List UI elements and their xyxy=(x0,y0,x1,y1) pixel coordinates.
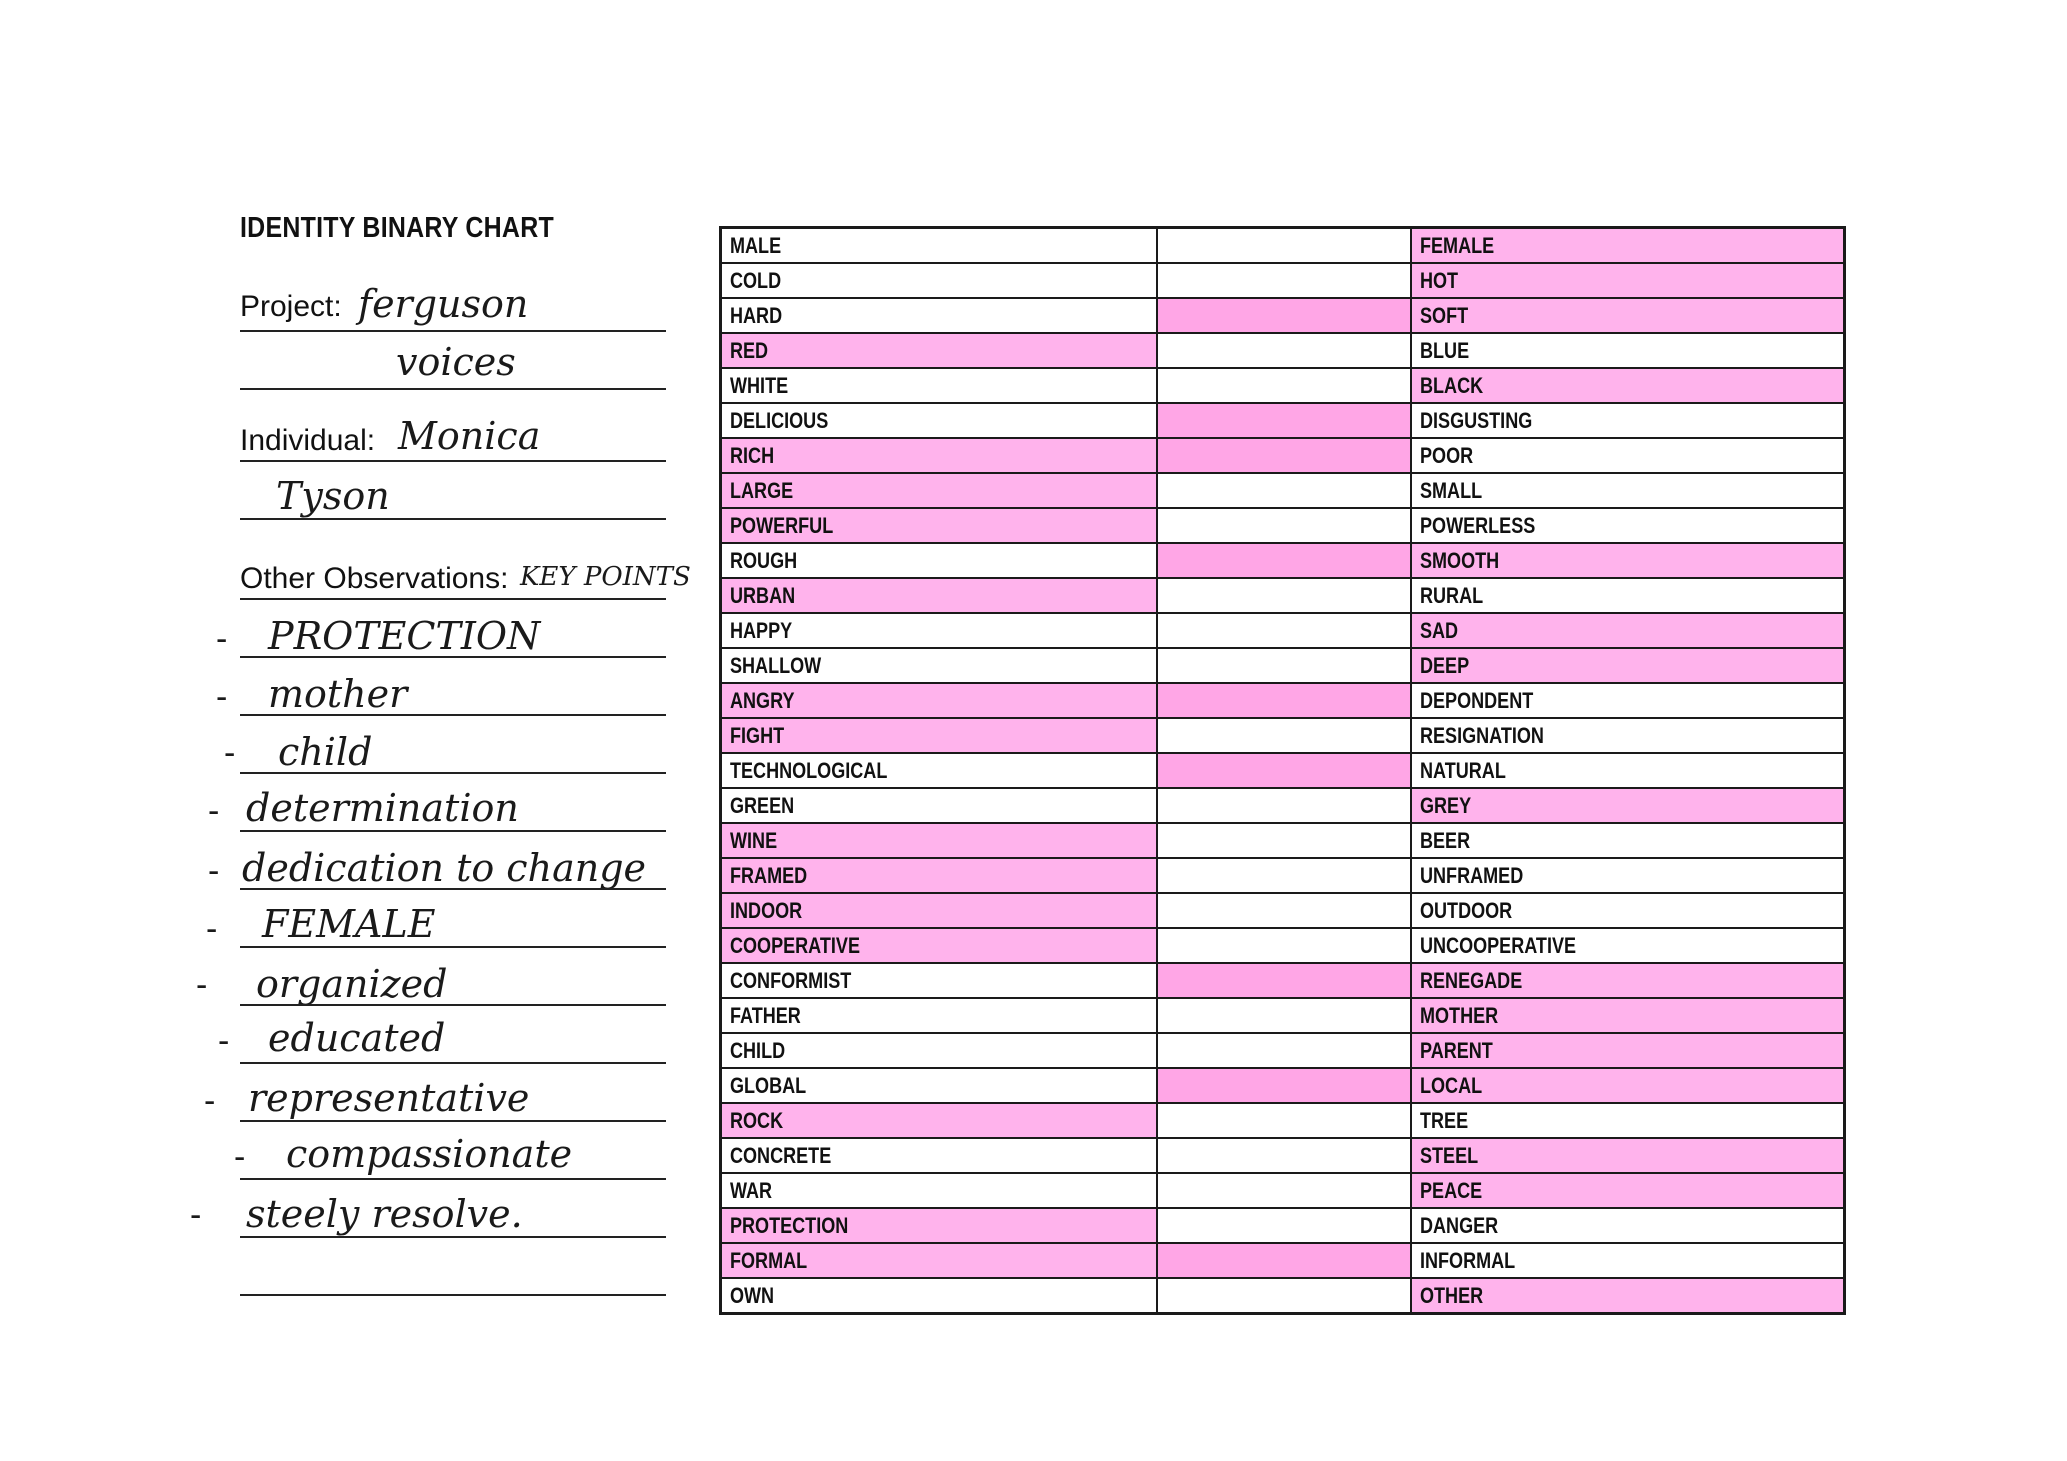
right-term xyxy=(1411,1068,1845,1103)
project-value-line2: voices xyxy=(396,340,516,384)
left-term xyxy=(721,613,1157,648)
right-term xyxy=(1411,578,1845,613)
individual-value-line2: Tyson xyxy=(276,474,390,518)
dash-marker: - xyxy=(204,1082,216,1120)
right-term-text: BEER xyxy=(1419,828,1470,853)
middle-cell xyxy=(1157,1173,1411,1208)
binary-table-body xyxy=(721,228,1845,1314)
observation-line-1 xyxy=(240,656,666,658)
individual-value-line1: Monica xyxy=(398,414,541,458)
left-term-text: ROCK xyxy=(730,1108,784,1133)
right-term xyxy=(1411,473,1845,508)
binary-row xyxy=(721,823,1845,858)
binary-row xyxy=(721,333,1845,368)
left-term-text: SHALLOW xyxy=(730,653,822,678)
binary-row xyxy=(721,368,1845,403)
left-term xyxy=(721,1243,1157,1278)
right-term xyxy=(1411,403,1845,438)
right-term xyxy=(1411,368,1845,403)
middle-cell xyxy=(1157,963,1411,998)
middle-cell xyxy=(1157,508,1411,543)
binary-row xyxy=(721,473,1845,508)
left-term xyxy=(721,858,1157,893)
right-term-text: UNFRAMED xyxy=(1419,863,1523,888)
right-term xyxy=(1411,928,1845,963)
left-term-text: FORMAL xyxy=(730,1248,808,1273)
left-term xyxy=(721,998,1157,1033)
right-term xyxy=(1411,228,1845,264)
left-term xyxy=(721,263,1157,298)
right-term-text: FEMALE xyxy=(1419,233,1494,258)
left-term-text: COOPERATIVE xyxy=(730,933,860,958)
binary-row xyxy=(721,1033,1845,1068)
middle-cell xyxy=(1157,753,1411,788)
right-term xyxy=(1411,298,1845,333)
binary-row xyxy=(721,928,1845,963)
right-term-text: DEPONDENT xyxy=(1419,688,1533,713)
middle-cell xyxy=(1157,858,1411,893)
left-term xyxy=(721,228,1157,264)
individual-line-1 xyxy=(240,460,666,462)
left-term xyxy=(721,578,1157,613)
left-term-text: PROTECTION xyxy=(730,1213,849,1238)
observation-2: mother xyxy=(268,672,408,716)
dash-marker: - xyxy=(208,792,220,830)
right-term-text: POOR xyxy=(1419,443,1473,468)
middle-cell xyxy=(1157,298,1411,333)
left-term-text: GLOBAL xyxy=(730,1073,807,1098)
left-term-text: RED xyxy=(730,338,769,363)
middle-cell xyxy=(1157,438,1411,473)
right-term xyxy=(1411,1138,1845,1173)
left-term-text: CONCRETE xyxy=(730,1143,832,1168)
project-line-1 xyxy=(240,330,666,332)
middle-cell xyxy=(1157,368,1411,403)
binary-row xyxy=(721,893,1845,928)
left-term xyxy=(721,683,1157,718)
binary-row xyxy=(721,648,1845,683)
left-term xyxy=(721,1033,1157,1068)
project-label: Project: xyxy=(240,290,342,323)
left-term-text: CHILD xyxy=(730,1038,786,1063)
middle-cell xyxy=(1157,1208,1411,1243)
middle-cell xyxy=(1157,1033,1411,1068)
observation-6: FEMALE xyxy=(262,902,436,946)
left-term xyxy=(721,1068,1157,1103)
right-term-text: OTHER xyxy=(1419,1283,1483,1308)
right-term-text: DANGER xyxy=(1419,1213,1498,1238)
right-term-text: GREY xyxy=(1419,793,1471,818)
left-term xyxy=(721,753,1157,788)
right-term-text: POWERLESS xyxy=(1419,513,1535,538)
right-term-text: BLACK xyxy=(1419,373,1483,398)
binary-row xyxy=(721,858,1845,893)
middle-cell xyxy=(1157,473,1411,508)
left-term-text: FATHER xyxy=(730,1003,801,1028)
project-line-2 xyxy=(240,388,666,390)
form-panel xyxy=(0,0,720,1461)
right-term xyxy=(1411,1173,1845,1208)
dash-marker: - xyxy=(218,1022,230,1060)
right-term xyxy=(1411,998,1845,1033)
observation-line-4 xyxy=(240,830,666,832)
right-term-text: PARENT xyxy=(1419,1038,1493,1063)
right-term-text: SMALL xyxy=(1419,478,1482,503)
binary-row xyxy=(721,1278,1845,1314)
left-term xyxy=(721,963,1157,998)
right-term-text: SAD xyxy=(1419,618,1458,643)
dash-marker: - xyxy=(208,852,220,890)
left-term-text: TECHNOLOGICAL xyxy=(730,758,888,783)
right-term xyxy=(1411,1103,1845,1138)
individual-label: Individual: xyxy=(240,424,376,457)
dash-marker: - xyxy=(216,620,228,658)
binary-row xyxy=(721,403,1845,438)
project-value-line1: ferguson xyxy=(358,282,529,326)
right-term xyxy=(1411,683,1845,718)
right-term-text: NATURAL xyxy=(1419,758,1506,783)
middle-cell xyxy=(1157,718,1411,753)
middle-cell xyxy=(1157,263,1411,298)
right-term xyxy=(1411,858,1845,893)
left-term-text: WINE xyxy=(730,828,778,853)
left-term-text: GREEN xyxy=(730,793,795,818)
binary-row xyxy=(721,543,1845,578)
right-term xyxy=(1411,893,1845,928)
observation-7: organized xyxy=(256,962,448,1006)
binary-row xyxy=(721,613,1845,648)
binary-row xyxy=(721,753,1845,788)
dash-marker: - xyxy=(224,734,236,772)
binary-row xyxy=(721,1243,1845,1278)
left-term xyxy=(721,1138,1157,1173)
right-term-text: PEACE xyxy=(1419,1178,1482,1203)
left-term xyxy=(721,788,1157,823)
left-term-text: DELICIOUS xyxy=(730,408,829,433)
right-term xyxy=(1411,1208,1845,1243)
middle-cell xyxy=(1157,403,1411,438)
right-term xyxy=(1411,1033,1845,1068)
right-term-text: OUTDOOR xyxy=(1419,898,1512,923)
observations-line-0 xyxy=(240,598,666,600)
observation-line-10 xyxy=(240,1178,666,1180)
right-term xyxy=(1411,263,1845,298)
right-term-text: MOTHER xyxy=(1419,1003,1498,1028)
dash-marker: - xyxy=(206,910,218,948)
left-term-text: ROUGH xyxy=(730,548,798,573)
left-term xyxy=(721,928,1157,963)
right-term xyxy=(1411,718,1845,753)
left-term xyxy=(721,473,1157,508)
middle-cell xyxy=(1157,1243,1411,1278)
observation-line-5 xyxy=(240,888,666,890)
dash-marker: - xyxy=(216,678,228,716)
binary-row xyxy=(721,683,1845,718)
binary-row xyxy=(721,578,1845,613)
middle-cell xyxy=(1157,578,1411,613)
individual-line-2 xyxy=(240,518,666,520)
observation-3: child xyxy=(278,730,373,774)
page-title: IDENTITY BINARY CHART xyxy=(240,212,554,244)
middle-cell xyxy=(1157,333,1411,368)
binary-row xyxy=(721,228,1845,264)
right-term-text: TREE xyxy=(1419,1108,1468,1133)
left-term-text: FIGHT xyxy=(730,723,785,748)
left-term xyxy=(721,1103,1157,1138)
left-term-text: INDOOR xyxy=(730,898,803,923)
observation-line-9 xyxy=(240,1120,666,1122)
binary-row xyxy=(721,1173,1845,1208)
observation-line-12 xyxy=(240,1294,666,1296)
left-term xyxy=(721,403,1157,438)
observation-line-11 xyxy=(240,1236,666,1238)
binary-row xyxy=(721,788,1845,823)
right-term xyxy=(1411,963,1845,998)
left-term xyxy=(721,1208,1157,1243)
binary-row xyxy=(721,963,1845,998)
right-term-text: DEEP xyxy=(1419,653,1469,678)
left-term xyxy=(721,893,1157,928)
right-term-text: UNCOOPERATIVE xyxy=(1419,933,1576,958)
observations-label: Other Observations: xyxy=(240,562,509,595)
binary-row xyxy=(721,1138,1845,1173)
middle-cell xyxy=(1157,543,1411,578)
right-term xyxy=(1411,753,1845,788)
right-term xyxy=(1411,1278,1845,1314)
observation-line-7 xyxy=(240,1004,666,1006)
key-points-note: KEY POINTS xyxy=(520,562,691,592)
binary-row xyxy=(721,718,1845,753)
observation-11: steely resolve. xyxy=(246,1192,523,1236)
observation-line-6 xyxy=(240,946,666,948)
right-term xyxy=(1411,1243,1845,1278)
middle-cell xyxy=(1157,893,1411,928)
binary-row xyxy=(721,998,1845,1033)
left-term-text: HAPPY xyxy=(730,618,793,643)
right-term xyxy=(1411,438,1845,473)
right-term xyxy=(1411,823,1845,858)
right-term xyxy=(1411,788,1845,823)
left-term-text: LARGE xyxy=(730,478,794,503)
observation-line-3 xyxy=(240,772,666,774)
middle-cell xyxy=(1157,228,1411,264)
left-term-text: MALE xyxy=(730,233,782,258)
left-term xyxy=(721,298,1157,333)
left-term-text: WHITE xyxy=(730,373,789,398)
identity-binary-table xyxy=(719,226,1846,1315)
dash-marker: - xyxy=(234,1138,246,1176)
binary-row xyxy=(721,1103,1845,1138)
observation-10: compassionate xyxy=(286,1132,573,1176)
right-term xyxy=(1411,648,1845,683)
observation-8: educated xyxy=(268,1016,446,1060)
right-term-text: RESIGNATION xyxy=(1419,723,1544,748)
binary-row xyxy=(721,298,1845,333)
right-term-text: RURAL xyxy=(1419,583,1483,608)
left-term-text: COLD xyxy=(730,268,782,293)
left-term xyxy=(721,1173,1157,1208)
middle-cell xyxy=(1157,683,1411,718)
middle-cell xyxy=(1157,1068,1411,1103)
binary-row xyxy=(721,1208,1845,1243)
observation-1: PROTECTION xyxy=(268,614,541,658)
left-term-text: ANGRY xyxy=(730,688,795,713)
middle-cell xyxy=(1157,1103,1411,1138)
observation-4: determination xyxy=(246,786,519,830)
right-term-text: BLUE xyxy=(1419,338,1469,363)
right-term xyxy=(1411,613,1845,648)
left-term xyxy=(721,508,1157,543)
right-term xyxy=(1411,333,1845,368)
dash-marker: - xyxy=(196,966,208,1004)
left-term-text: CONFORMIST xyxy=(730,968,852,993)
right-term-text: SOFT xyxy=(1419,303,1468,328)
left-term-text: RICH xyxy=(730,443,775,468)
right-term xyxy=(1411,508,1845,543)
middle-cell xyxy=(1157,928,1411,963)
right-term-text: LOCAL xyxy=(1419,1073,1482,1098)
dash-marker: - xyxy=(190,1196,202,1234)
middle-cell xyxy=(1157,648,1411,683)
right-term-text: INFORMAL xyxy=(1419,1248,1515,1273)
right-term-text: RENEGADE xyxy=(1419,968,1522,993)
right-term-text: DISGUSTING xyxy=(1419,408,1532,433)
binary-row xyxy=(721,1068,1845,1103)
left-term xyxy=(721,718,1157,753)
observation-line-2 xyxy=(240,714,666,716)
left-term xyxy=(721,648,1157,683)
middle-cell xyxy=(1157,613,1411,648)
right-term-text: HOT xyxy=(1419,268,1458,293)
binary-row xyxy=(721,438,1845,473)
left-term-text: OWN xyxy=(730,1283,775,1308)
middle-cell xyxy=(1157,788,1411,823)
left-term xyxy=(721,1278,1157,1314)
observation-9: representative xyxy=(248,1076,530,1120)
left-term-text: WAR xyxy=(730,1178,773,1203)
binary-row xyxy=(721,508,1845,543)
left-term xyxy=(721,543,1157,578)
binary-row xyxy=(721,263,1845,298)
middle-cell xyxy=(1157,998,1411,1033)
right-term-text: STEEL xyxy=(1419,1143,1478,1168)
left-term xyxy=(721,438,1157,473)
left-term-text: POWERFUL xyxy=(730,513,834,538)
middle-cell xyxy=(1157,823,1411,858)
left-term-text: HARD xyxy=(730,303,783,328)
right-term xyxy=(1411,543,1845,578)
left-term-text: URBAN xyxy=(730,583,796,608)
observation-5: dedication to change xyxy=(242,846,647,890)
left-term xyxy=(721,333,1157,368)
observation-line-8 xyxy=(240,1062,666,1064)
right-term-text: SMOOTH xyxy=(1419,548,1499,573)
middle-cell xyxy=(1157,1278,1411,1314)
left-term xyxy=(721,823,1157,858)
middle-cell xyxy=(1157,1138,1411,1173)
left-term-text: FRAMED xyxy=(730,863,808,888)
left-term xyxy=(721,368,1157,403)
